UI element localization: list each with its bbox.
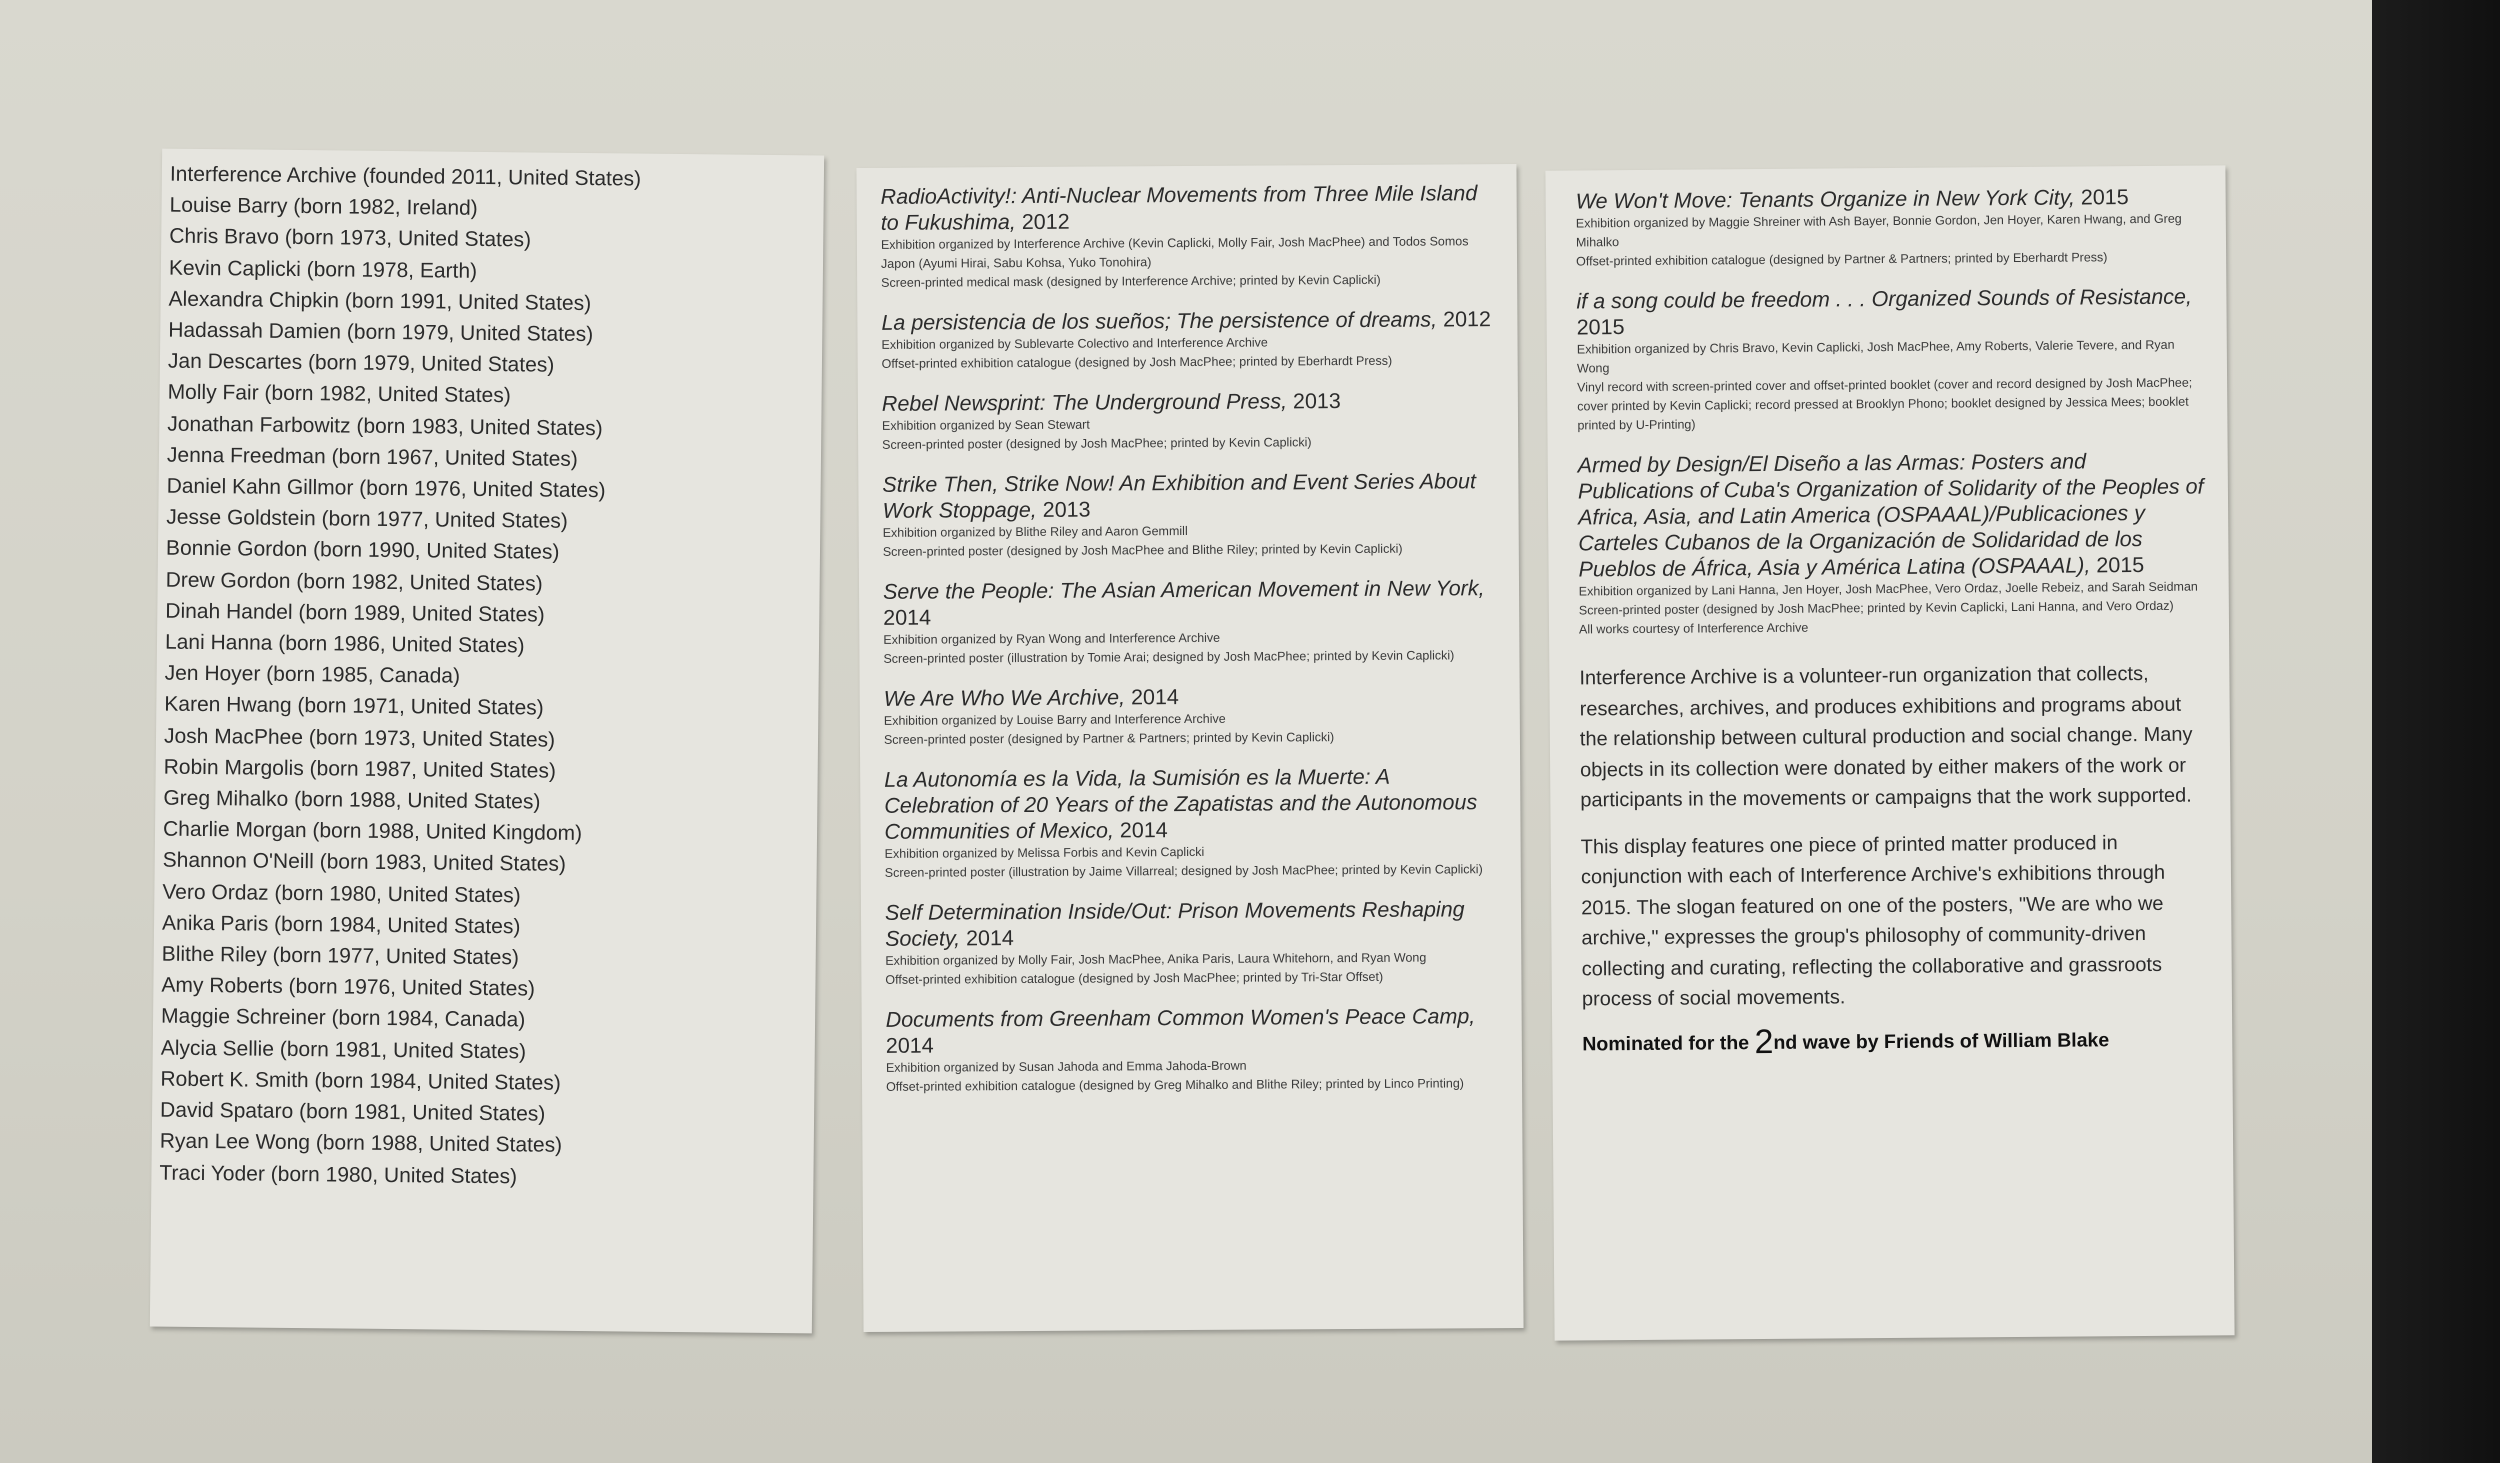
- exhibition-year: 2014: [1124, 685, 1179, 710]
- dark-wall-edge: [2372, 0, 2500, 1463]
- exhibition-note: Exhibition organized by Louise Barry and Interference Archive: [883, 711, 1226, 728]
- exhibition-entry: [881, 180, 1496, 293]
- exhibition-year: 2015: [2074, 185, 2129, 210]
- artist-entry: Drew Gordon (born 1982, United States): [165, 568, 543, 596]
- exhibition-year: 2014: [883, 605, 932, 630]
- exhibition-note: Screen-printed poster (illustration by Jaime Villarreal; designed by Josh MacPhee; printed by Kevin Caplicki): [884, 862, 1483, 880]
- exhibition-year: 2014: [959, 926, 1014, 951]
- artist-entry: Ryan Lee Wong (born 1988, United States): [159, 1129, 563, 1158]
- exhibition-title: [884, 763, 1498, 845]
- artist-entry: Anika Paris (born 1984, United States): [161, 911, 521, 939]
- nominated-line: [1582, 1022, 2208, 1061]
- display-note-paragraph: This display features one piece of printed matter produced in conjunction with each of Interference Archive's exhibitions through 2015. The slogan featured on one of the posters, "We are who we archive," expresses the group's philosophy of community-driven collecting and curating, reflecting the collaborative and grassroots process of social movements.: [1580, 831, 2166, 1011]
- exhibition-title: [883, 575, 1497, 631]
- exhibition-year: 2014: [1113, 818, 1168, 843]
- exhibition-title: [884, 682, 1498, 712]
- exhibition-title-text: Rebel Newsprint: The Underground Press,: [881, 389, 1288, 416]
- exhibition-note: Exhibition organized by Sublevarte Colectivo and Interference Archive: [881, 335, 1268, 352]
- exhibition-entry: [1578, 448, 2205, 640]
- exhibition-title: [1578, 448, 2205, 583]
- artist-entry: David Spataro (born 1981, United States): [159, 1098, 546, 1126]
- artist-entry: Dinah Handel (born 1989, United States): [165, 599, 545, 627]
- exhibition-title-text: Self Determination Inside/Out: Prison Movements Reshaping Society,: [884, 897, 1465, 951]
- artist-entry: Greg Mihalko (born 1988, United States): [163, 786, 541, 814]
- exhibition-title: [881, 306, 1495, 336]
- artist-entry: Jonathan Farbowitz (born 1983, United States): [167, 412, 603, 440]
- exhibition-title-text: La Autonomía es la Vida, la Sumisión es la Muerte: A Celebration of 20 Years of the Zapatistas and the Autonomous Communities of Mexico,: [884, 764, 1478, 844]
- exhibition-note: Exhibition organized by Melissa Forbis and Kevin Caplicki: [884, 844, 1205, 861]
- artist-entry: Molly Fair (born 1982, United States): [167, 381, 511, 408]
- exhibition-year: 2013: [1036, 497, 1091, 522]
- exhibition-note: Screen-printed poster (designed by Josh MacPhee; printed by Kevin Caplicki, Lani Hanna, and Vero Ordaz): [1578, 598, 2174, 618]
- artist-entry: Maggie Schreiner (born 1984, Canada): [160, 1005, 526, 1032]
- exhibition-entry: [885, 896, 1500, 990]
- exhibition-title: [1576, 284, 2202, 341]
- exhibition-title: [882, 387, 1496, 417]
- artist-entry: Alexandra Chipkin (born 1991, United States): [168, 287, 592, 315]
- artist-entry: Interference Archive (founded 2011, United States): [169, 162, 642, 191]
- artist-entry: Jan Descartes (born 1979, United States): [167, 349, 555, 377]
- nominated-prefix: Nominated for the: [1582, 1031, 1755, 1055]
- exhibition-note: Exhibition organized by Lani Hanna, Jen Hoyer, Josh MacPhee, Vero Ordaz, Joelle Rebeiz, and Sarah Seidman: [1578, 579, 2198, 599]
- exhibition-note: Exhibition organized by Ryan Wong and Interference Archive: [883, 630, 1221, 647]
- exhibition-title-text: if a song could be freedom . . . Organized Sounds of Resistance,: [1576, 284, 2193, 314]
- artist-entry: Lani Hanna (born 1986, United States): [164, 630, 525, 658]
- exhibition-note: Exhibition organized by Maggie Shreiner with Ash Bayer, Bonnie Gordon, Jen Hoyer, Karen Hwang, and Greg Mihalko: [1575, 211, 2182, 250]
- artist-entry: Josh MacPhee (born 1973, United States): [163, 724, 556, 752]
- artist-entry: Alycia Sellie (born 1981, United States): [160, 1036, 527, 1064]
- artist-entry: Shannon O'Neill (born 1983, United States): [162, 849, 567, 877]
- exhibition-title-text: We Won't Move: Tenants Organize in New York City,: [1575, 185, 2075, 214]
- exhibition-note: Screen-printed poster (designed by Josh MacPhee; printed by Kevin Caplicki): [882, 435, 1312, 452]
- exhibition-entry: [884, 763, 1499, 883]
- exhibition-title-text: Documents from Greenham Common Women's Peace Camp,: [885, 1004, 1476, 1032]
- exhibition-title-text: We Are Who We Archive,: [883, 685, 1126, 711]
- exhibition-year: 2012: [1437, 307, 1491, 332]
- exhibition-note: Exhibition organized by Molly Fair, Josh MacPhee, Anika Paris, Laura Whitehorn, and Ryan Wong: [885, 950, 1427, 968]
- exhibition-entry: [882, 387, 1496, 455]
- artist-entry: Amy Roberts (born 1976, United States): [161, 973, 536, 1001]
- exhibition-title-text: Armed by Design/El Diseño a las Armas: Posters and Publications of Cuba's Organization of Solidarity of the Peoples of Africa, Asia, and Latin America (OSPAAAL)/Publicaciones y Carteles Cubanos de la Organización de Solidaridad de los Pueblos de África, Asia y América Latina (OSPAAAL),: [1577, 449, 2204, 582]
- artist-entry: Bonnie Gordon (born 1990, United States): [165, 537, 560, 565]
- artist-entry: Daniel Kahn Gillmor (born 1976, United States): [166, 474, 606, 503]
- exhibition-note: Vinyl record with screen-printed cover and offset-printed booklet (cover and record designed by Josh MacPhee; cover printed by Kevin Caplicki; record pressed at Brooklyn Phono; booklet designed by Jessica Mees; booklet printed by U-Printing): [1577, 375, 2193, 433]
- exhibition-entry: [886, 1003, 1501, 1097]
- exhibitions-panel-middle: [856, 164, 1523, 1332]
- artist-list: [159, 159, 824, 1195]
- exhibition-note: Offset-printed exhibition catalogue (designed by Josh MacPhee; printed by Eberhardt Press): [881, 353, 1393, 371]
- exhibition-note: Exhibition organized by Susan Jahoda and Emma Jahoda-Brown: [885, 1058, 1247, 1075]
- artist-entry: Robin Margolis (born 1987, United States): [163, 755, 557, 783]
- exhibition-title: [882, 468, 1496, 524]
- exhibition-title-text: La persistencia de los sueños; The persistence of dreams,: [881, 307, 1438, 335]
- exhibition-title-text: Serve the People: The Asian American Movement in New York,: [882, 576, 1485, 604]
- exhibition-title-text: Strike Then, Strike Now! An Exhibition and Event Series About Work Stoppage,: [882, 469, 1476, 523]
- artist-entry: Traci Yoder (born 1980, United States): [159, 1161, 518, 1188]
- exhibition-note: Offset-printed exhibition catalogue (designed by Greg Mihalko and Blithe Riley; printed by Linco Printing): [886, 1076, 1464, 1094]
- description-paragraph: Interference Archive is a volunteer-run organization that collects, researches, archives, and produces exhibitions and programs about the relationship between cultural production and social change. Many objects in its collection were donated by either makers of the work or participants in the movements or campaigns that the work supported.: [1579, 662, 2193, 812]
- exhibition-title: [885, 896, 1499, 952]
- exhibition-entry: [882, 468, 1497, 562]
- artist-entry: Hadassah Damien (born 1979, United States): [168, 318, 594, 347]
- exhibition-list: [1576, 184, 2206, 640]
- exhibition-year: 2015: [1576, 315, 1625, 340]
- exhibition-list: [881, 180, 1501, 1097]
- exhibitions-panel-right: [1545, 165, 2234, 1340]
- exhibition-note: Exhibition organized by Sean Stewart: [881, 417, 1090, 433]
- exhibition-year: 2015: [2090, 552, 2145, 578]
- exhibition-entry: [884, 682, 1498, 750]
- exhibition-note: Exhibition organized by Blithe Riley and Aaron Gemmill: [882, 524, 1188, 540]
- exhibition-year: 2013: [1286, 389, 1341, 414]
- exhibition-note: Exhibition organized by Chris Bravo, Kevin Caplicki, Josh MacPhee, Amy Roberts, Valerie Tevere, and Ryan Wong: [1576, 337, 2175, 376]
- exhibition-note: Exhibition organized by Interference Archive (Kevin Caplicki, Molly Fair, Josh MacPhee) and Todos Somos Japon (Ayumi Hirai, Sabu Kohsa, Yuko Tonohira): [880, 234, 1469, 271]
- artist-entry: Chris Bravo (born 1973, United States): [169, 225, 532, 252]
- artist-entry: Louise Barry (born 1982, Ireland): [169, 193, 478, 221]
- artist-entry: Jenna Freedman (born 1967, United States): [166, 443, 578, 471]
- exhibition-note: All works courtesy of Interference Archive: [1578, 620, 1809, 637]
- artist-entry: Kevin Caplicki (born 1978, Earth): [168, 256, 478, 283]
- exhibition-note: Screen-printed poster (designed by Partner & Partners; printed by Kevin Caplicki): [883, 730, 1335, 747]
- artist-entry: Vero Ordaz (born 1980, United States): [162, 880, 521, 908]
- artist-entry: Charlie Morgan (born 1988, United Kingdom): [162, 817, 583, 846]
- exhibition-entry: [881, 306, 1495, 374]
- artist-entry: Karen Hwang (born 1971, United States): [164, 693, 544, 721]
- exhibition-year: 2014: [885, 1033, 934, 1058]
- exhibition-note: Screen-printed medical mask (designed by Interference Archive; printed by Kevin Caplicki): [881, 272, 1381, 290]
- exhibition-note: Screen-printed poster (illustration by Tomie Arai; designed by Josh MacPhee; printed by Kevin Caplicki): [883, 648, 1455, 666]
- exhibition-note: Offset-printed exhibition catalogue (designed by Partner & Partners; printed by Eberhardt Press): [1576, 250, 2108, 269]
- exhibition-entry: [1576, 184, 2203, 272]
- exhibition-note: Screen-printed poster (designed by Josh MacPhee and Blithe Riley; printed by Kevin Caplicki): [882, 541, 1403, 559]
- artist-entry: Jesse Goldstein (born 1977, United States): [166, 505, 568, 534]
- exhibition-title: [886, 1003, 1500, 1059]
- exhibition-title: [881, 180, 1495, 236]
- exhibition-year: 2012: [1015, 209, 1070, 235]
- artist-entry: Jen Hoyer (born 1985, Canada): [164, 661, 461, 688]
- nominated-suffix: nd wave by Friends of William Blake: [1773, 1028, 2110, 1054]
- artist-list-panel: [150, 149, 824, 1334]
- exhibition-title-text: RadioActivity!: Anti-Nuclear Movements from Three Mile Island to Fukushima,: [880, 181, 1478, 235]
- exhibition-note: Offset-printed exhibition catalogue (designed by Josh MacPhee; printed by Tri-Star Offset): [885, 969, 1384, 987]
- nominated-wave-number: 2: [1754, 1022, 1774, 1061]
- exhibition-entry: [1576, 284, 2203, 436]
- exhibition-entry: [883, 575, 1498, 669]
- artist-entry: Robert K. Smith (born 1984, United States): [160, 1067, 561, 1095]
- artist-entry: Blithe Riley (born 1977, United States): [161, 942, 520, 970]
